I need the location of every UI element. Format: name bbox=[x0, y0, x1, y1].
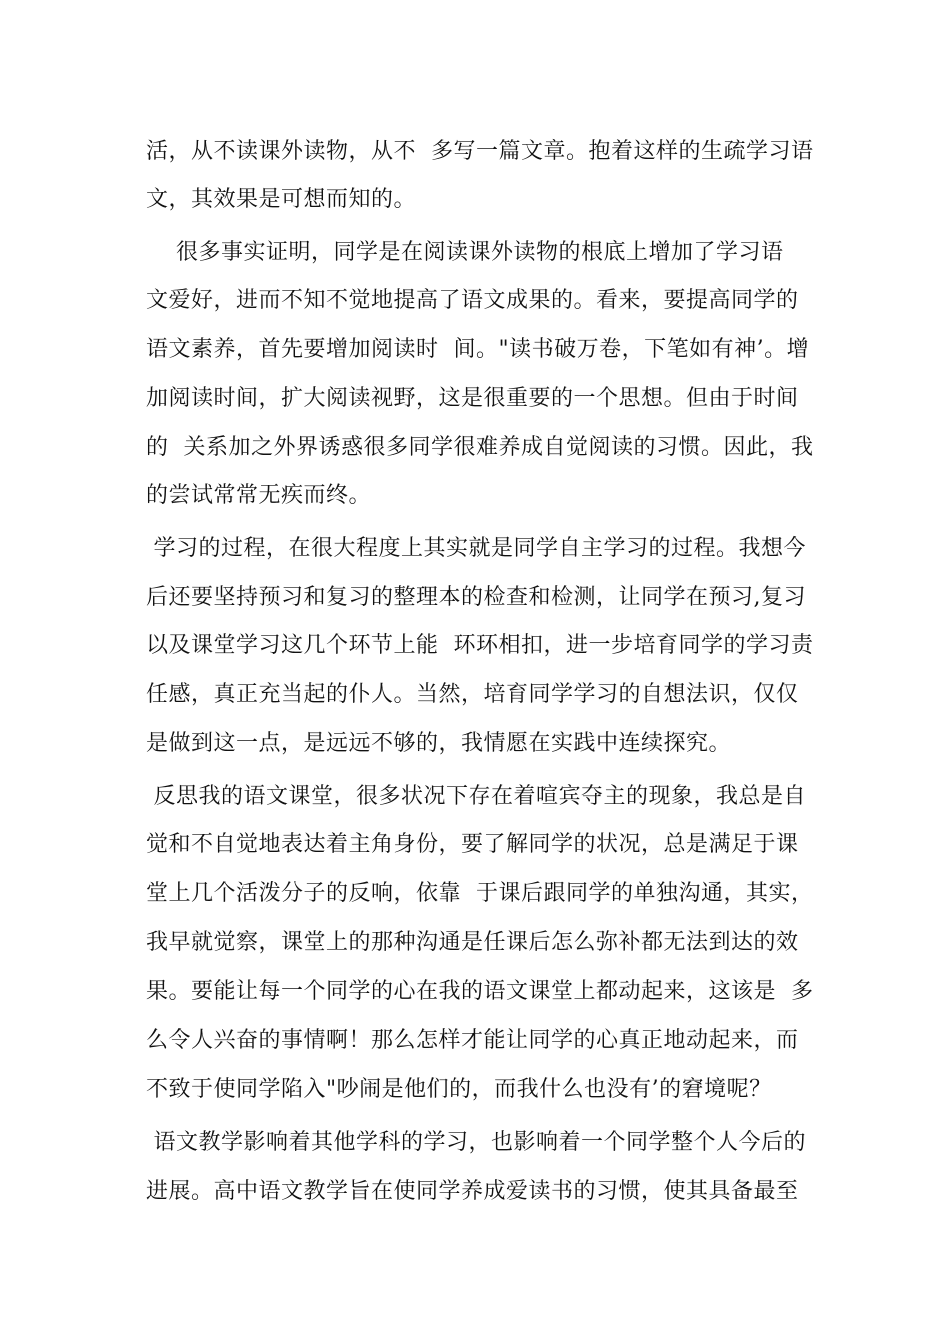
text-line: 的 关系加之外界诱惑很多同学很难养成自觉阅读的习惯。因此，我 bbox=[146, 435, 814, 460]
text-line: 以及课堂学习这几个环节上能 环环相扣，进一步培育同学的学习责 bbox=[146, 633, 814, 658]
text-line: 反思我的语文课堂，很多状况下存在着喧宾夺主的现象，我总是自 bbox=[146, 784, 806, 809]
text-line: 觉和不自觉地表达着主角身份，要了解同学的状况，总是满足于课 bbox=[146, 832, 799, 857]
text-line: 语文素养，首先要增加阅读时 间。"读书破万卷，下笔如有神’。增 bbox=[146, 337, 810, 362]
text-line: 果。要能让每一个同学的心在我的语文课堂上都动起来，这该是 多 bbox=[146, 979, 814, 1004]
text-line: 加阅读时间，扩大阅读视野，这是很重要的一个思想。但由于时间 bbox=[146, 386, 799, 411]
text-line: 么令人兴奋的事情啊！那么怎样才能让同学的心真正地动起来，而 bbox=[146, 1028, 799, 1053]
text-line: 文，其效果是可想而知的。 bbox=[146, 187, 417, 212]
text-line: 不致于使同学陷入"吵闹是他们的，而我什么也没有’的窘境呢？ bbox=[146, 1077, 772, 1102]
text-line: 的尝试常常无疾而终。 bbox=[146, 483, 372, 508]
text-line: 学习的过程，在很大程度上其实就是同学自主学习的过程。我想今 bbox=[146, 536, 806, 561]
text-line: 活，从不读课外读物，从不 多写一篇文章。抱着这样的生疏学习语 bbox=[146, 139, 814, 164]
text-line: 后还要坚持预习和复习的整理本的检查和检测，让同学在预习,复习 bbox=[146, 585, 806, 610]
text-line: 我早就觉察，课堂上的那种沟通是任课后怎么弥补都无法到达的效 bbox=[146, 930, 799, 955]
text-line: 语文教学影响着其他学科的学习，也影响着一个同学整个人今后的 bbox=[146, 1130, 806, 1155]
text-line: 很多事实证明，同学是在阅读课外读物的根底上增加了学习语 bbox=[146, 240, 784, 265]
text-line: 进展。高中语文教学旨在使同学养成爱读书的习惯，使其具备最至 bbox=[146, 1179, 799, 1204]
text-line: 任感，真正充当起的仆人。当然，培育同学学习的自想法识，仅仅 bbox=[146, 682, 799, 707]
text-line: 是做到这一点，是远远不够的，我情愿在实践中连续探究。 bbox=[146, 731, 732, 756]
text-line: 文爱好，进而不知不觉地提高了语文成果的。看来，要提高同学的 bbox=[146, 288, 799, 313]
text-line: 堂上几个活泼分子的反响，依靠 于课后跟同学的单独沟通，其实， bbox=[146, 881, 814, 906]
